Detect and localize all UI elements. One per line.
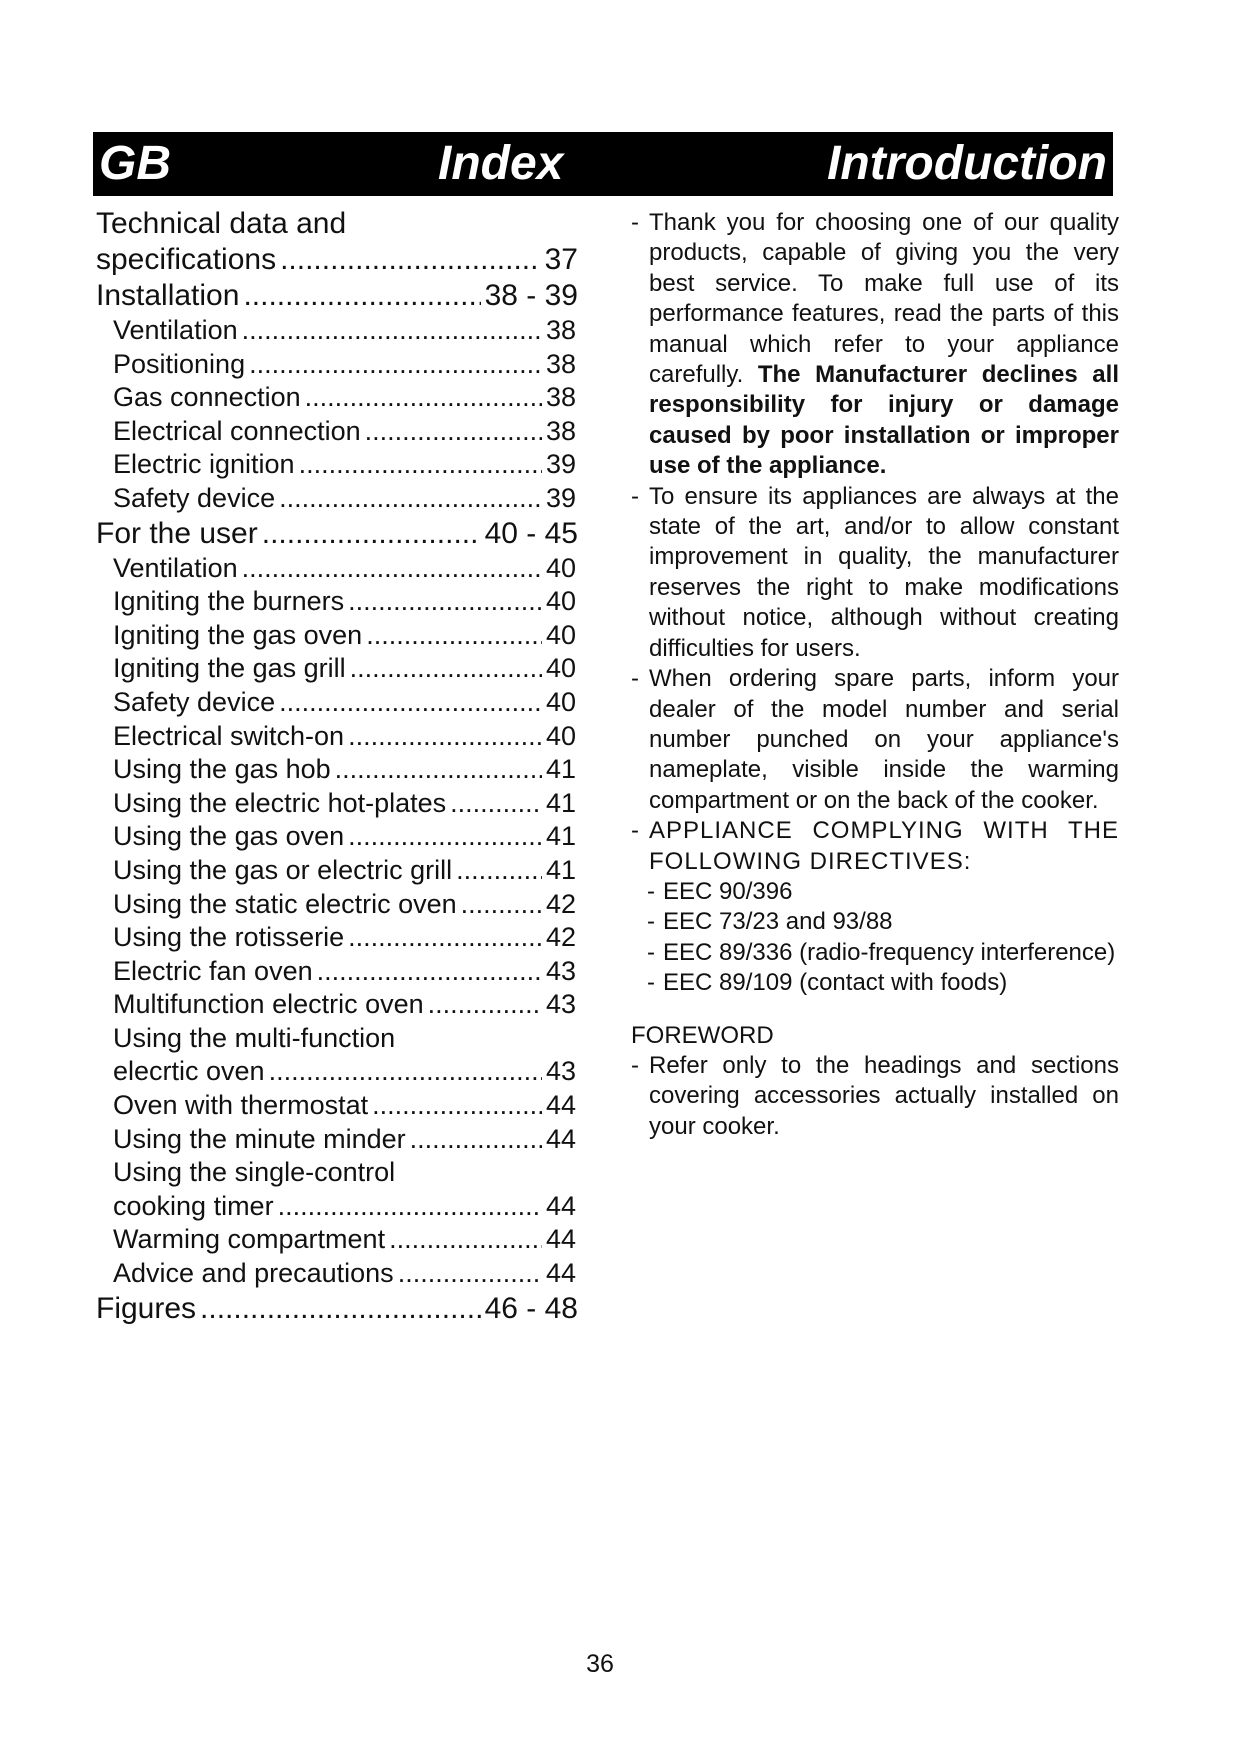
index-entry [96, 1022, 580, 1056]
page-number: 36 [586, 1650, 614, 1678]
index-entry-label: specifications [96, 243, 277, 276]
index-entry [96, 1156, 580, 1190]
index-entry-leader [366, 619, 542, 653]
index-entry-page: 38 [545, 415, 576, 446]
index-entry-page: 40 [545, 586, 576, 617]
intro-paragraph-thanks [631, 208, 1119, 482]
index-entry-page: 38 [545, 382, 576, 413]
intro-paragraph-directives: - APPLIANCE COMPLYING WITH THE FOLLOWING DIRECTIVES: [631, 816, 1119, 877]
index-entry-leader [348, 585, 542, 619]
index-entry [96, 1089, 580, 1123]
directive-item: - EEC 90/396 [631, 877, 1119, 907]
index-entry-page: 41 [545, 854, 576, 885]
index-entry [96, 1123, 580, 1157]
index-entry-leader [243, 278, 480, 314]
index-entry [96, 552, 580, 586]
index-entry [96, 381, 580, 415]
index-entry-label: Warming compartment [113, 1224, 386, 1255]
index-entry-leader [299, 448, 542, 482]
index-entry-page: 43 [545, 989, 576, 1020]
index-entry [96, 955, 580, 989]
index-entry [96, 854, 580, 888]
index-entry-leader [348, 720, 542, 754]
introduction-title: Introduction [827, 137, 1107, 190]
index-entry-leader [305, 381, 542, 415]
index-entry-label: Using the gas or electric grill [113, 854, 453, 885]
directive-item: - EEC 73/23 and 93/88 [631, 907, 1119, 937]
foreword-heading: FOREWORD [631, 1021, 774, 1049]
index-entry-page: 44 [545, 1224, 576, 1255]
index-entry-label: For the user [96, 516, 258, 550]
header-bar [93, 132, 1113, 196]
index-entry-label: Using the single-control [113, 1157, 396, 1188]
index-entry-leader [279, 686, 542, 720]
index-entry-page: 42 [545, 888, 576, 919]
index-entry-page: 38 [545, 315, 576, 345]
index-entry [96, 1223, 580, 1257]
index-entry-page: 38 [545, 348, 576, 379]
index-entry-label: Using the multi-function [113, 1022, 396, 1053]
index-entry-label: Advice and precautions [113, 1258, 394, 1289]
intro-paragraph-modifications: - To ensure its appliances are always at the state of the art, and/or to allow constant improvement in quality, the manufacturer reserves the right to make modifications without notice, although without creating difficulties for users. [631, 482, 1119, 664]
index-title: Index [438, 137, 564, 190]
index-entry [96, 206, 580, 242]
index-entry-leader [389, 1223, 542, 1257]
index-entry [96, 720, 580, 754]
index-entry-label: Using the rotisserie [113, 922, 345, 953]
index-entry-leader [350, 652, 542, 686]
index-entry [96, 278, 580, 314]
index-entry-label: Using the gas oven [113, 821, 345, 852]
index-entry-label: elecrtic oven [113, 1056, 265, 1087]
index-entry-label: Igniting the burners [113, 586, 345, 617]
index-entry-label: Gas connection [113, 382, 301, 413]
index-entry [96, 314, 580, 348]
index-entry-page: 41 [545, 821, 576, 852]
index-entry [96, 1190, 580, 1224]
index-entry-leader [428, 988, 542, 1022]
index-entry [96, 448, 580, 482]
index-entry-page: 44 [545, 1090, 576, 1121]
index-entry-page: 41 [545, 754, 576, 785]
index-entry [96, 1257, 580, 1291]
index-entry-page: 40 [545, 686, 576, 717]
index-entry-page: 44 [545, 1123, 576, 1154]
index-entry-label: Safety device [113, 686, 276, 717]
introduction-text [631, 208, 1119, 1142]
index-entry [96, 1055, 580, 1089]
index-entry-label: cooking timer [113, 1190, 274, 1221]
index-entry-page: 43 [545, 955, 576, 986]
index-entry-page: 44 [545, 1258, 576, 1289]
index-entry-label: Igniting the gas oven [113, 619, 363, 650]
index-entry-label: Igniting the gas grill [113, 653, 346, 684]
intro-paragraph-spare-parts: - When ordering spare parts, inform your dealer of the model number and serial number punched on your appliance's nameplate, visible inside the warming compartment or on the back of the cooker. [631, 664, 1119, 816]
index-entry-leader [348, 921, 542, 955]
manufacturer-disclaimer: The Manufacturer declines all responsibility for injury or damage caused by poor installation or improper use of the appliance. [649, 361, 1119, 480]
index-entry-leader [280, 242, 541, 278]
index-entry-page: 46 - 48 [484, 1291, 578, 1325]
index-entry [96, 652, 580, 686]
index-entry [96, 348, 580, 382]
index-entry-page: 44 [545, 1190, 576, 1221]
index-entry [96, 482, 580, 516]
index-entry [96, 619, 580, 653]
index-entry-page: 40 [545, 720, 576, 751]
index-entry-page: 43 [545, 1056, 576, 1087]
index-list [96, 206, 580, 1327]
index-entry [96, 753, 580, 787]
index-entry-label: Using the minute minder [113, 1123, 406, 1154]
index-entry [96, 242, 580, 278]
index-entry-leader [242, 552, 542, 586]
directive-item: - EEC 89/109 (contact with foods) [631, 968, 1119, 998]
index-entry-label: Multifunction electric oven [113, 989, 424, 1020]
index-entry-label: Technical data and [96, 207, 347, 240]
index-entry-leader [450, 787, 542, 821]
index-entry-page: 39 [545, 449, 576, 480]
index-entry-leader [317, 955, 542, 989]
index-entry-label: Installation [96, 279, 240, 312]
index-entry-label: Using the gas hob [113, 754, 331, 785]
index-entry-label: Using the electric hot-plates [113, 787, 447, 818]
index-entry [96, 820, 580, 854]
index-entry-page: 37 [544, 243, 578, 276]
index-entry-page: 38 - 39 [484, 279, 578, 312]
index-entry [96, 585, 580, 619]
index-entry [96, 415, 580, 449]
index-entry-leader [262, 516, 481, 552]
index-entry-leader [278, 1190, 542, 1224]
index-entry-label: Electric ignition [113, 449, 295, 480]
index-entry-page: 40 [545, 552, 576, 583]
index-entry-leader [456, 854, 542, 888]
index-entry-leader [200, 1291, 481, 1327]
index-entry [96, 888, 580, 922]
index-entry-page: 40 [545, 653, 576, 684]
index-entry-label: Electric fan oven [113, 955, 313, 986]
index-entry-leader [269, 1055, 542, 1089]
index-entry-label: Positioning [113, 348, 246, 379]
index-entry-leader [279, 482, 542, 516]
index-entry-page: 40 - 45 [484, 516, 578, 550]
index-entry-leader [335, 753, 542, 787]
index-entry-leader [372, 1089, 542, 1123]
index-entry-page: 42 [545, 922, 576, 953]
index-entry-label: Ventilation [113, 315, 238, 345]
index-entry-leader [242, 314, 542, 348]
index-entry-label: Ventilation [113, 552, 238, 583]
index-entry [96, 686, 580, 720]
index-entry-page: 41 [545, 787, 576, 818]
index-entry-leader [398, 1257, 542, 1291]
index-entry-leader [461, 888, 542, 922]
index-entry-label: Electrical connection [113, 415, 361, 446]
thanks-text: Thank you for choosing one of our quality products, capable of giving you the very best service. To make full use of its performance features, read the parts of this manual which refer to your appliance carefully. [649, 209, 1119, 389]
index-entry-page: 39 [545, 482, 576, 513]
index-entry-leader [249, 348, 542, 382]
index-entry [96, 921, 580, 955]
index-entry-label: Electrical switch-on [113, 720, 345, 751]
index-entry [96, 988, 580, 1022]
index-entry [96, 516, 580, 552]
index-entry-leader [410, 1123, 542, 1157]
index-entry-page: 40 [545, 619, 576, 650]
index-entry [96, 787, 580, 821]
index-entry-leader [348, 820, 542, 854]
directive-item: - EEC 89/336 (radio-frequency interference) [631, 938, 1119, 968]
index-entry-label: Figures [96, 1291, 197, 1325]
foreword-paragraph: - Refer only to the headings and sections covering accessories actually installed on your cooker. [631, 1051, 1119, 1142]
index-entry [96, 1291, 580, 1327]
index-entry-leader [365, 415, 542, 449]
index-entry-label: Using the static electric oven [113, 888, 457, 919]
index-entry-label: Oven with thermostat [113, 1090, 369, 1121]
language-code: GB [99, 137, 171, 190]
index-entry-label: Safety device [113, 482, 276, 513]
